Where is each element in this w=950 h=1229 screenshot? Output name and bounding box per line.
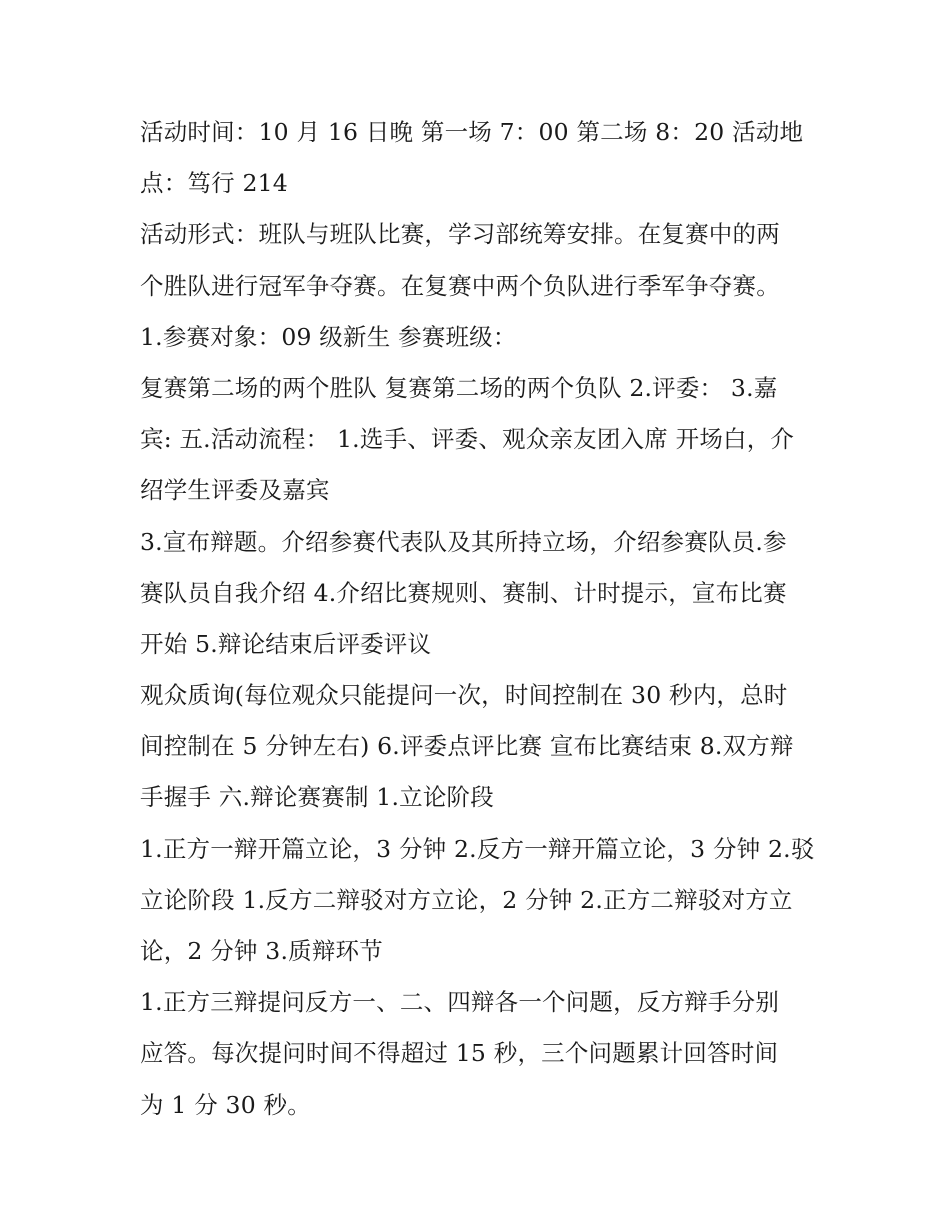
text-line-9: 3.宣布辩题。介绍参赛代表队及其所持立场，介绍参赛队员.参	[140, 527, 787, 556]
text-line-7: 宾: 五.活动流程： 1.选手、评委、观众亲友团入席 开场白，介	[140, 425, 795, 454]
text-line-19: 应答。每次提问时间不得超过 15 秒，三个问题累计回答时间	[140, 1039, 779, 1068]
text-line-16: 立论阶段 1.反方二辩驳对方立论，2 分钟 2.正方二辩驳对方立	[140, 885, 793, 914]
text-line-18: 1.正方三辩提问反方一、二、四辩各一个问题，反方辩手分别	[140, 988, 780, 1017]
text-line-3: 活动形式：班队与班队比赛，学习部统筹安排。在复赛中的两	[140, 220, 780, 249]
document-body	[140, 107, 820, 1131]
text-line-1: 活动时间：10 月 16 日晚 第一场 7：00 第二场 8：20 活动地	[140, 118, 804, 146]
text-line-13: 间控制在 5 分钟左右) 6.评委点评比赛 宣布比赛结束 8.双方辩	[140, 732, 794, 761]
text-line-11: 开始 5.辩论结束后评委评议	[140, 629, 432, 658]
text-line-20: 为 1 分 30 秒。	[140, 1090, 311, 1119]
text-line-15: 1.正方一辩开篇立论，3 分钟 2.反方一辩开篇立论，3 分钟 2.驳	[140, 834, 815, 863]
text-line-2: 点：笃行 214	[140, 169, 288, 198]
text-line-8: 绍学生评委及嘉宾	[140, 476, 330, 505]
text-line-10: 赛队员自我介绍 4.介绍比赛规则、赛制、计时提示，宣布比赛	[140, 578, 787, 607]
text-line-5: 1.参赛对象：09 级新生 参赛班级：	[140, 322, 517, 351]
text-line-14: 手握手 六.辩论赛赛制 1.立论阶段	[140, 783, 494, 812]
text-line-4: 个胜队进行冠军争夺赛。在复赛中两个负队进行季军争夺赛。	[140, 271, 780, 300]
text-line-17: 论，2 分钟 3.质辩环节	[140, 937, 383, 965]
text-line-12: 观众质询(每位观众只能提问一次，时间控制在 30 秒内，总时	[140, 681, 788, 710]
text-line-6: 复赛第二场的两个胜队 复赛第二场的两个负队 2.评委： 3.嘉	[140, 373, 778, 402]
